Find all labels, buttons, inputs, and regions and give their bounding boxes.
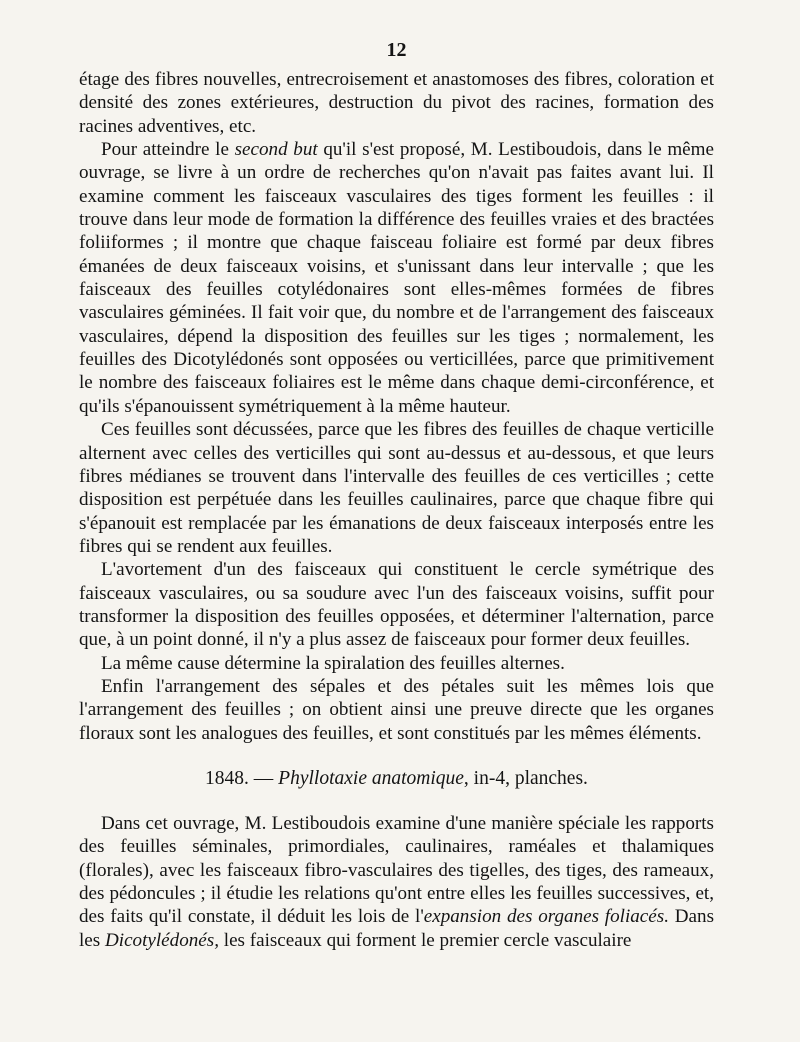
paragraph-7-text-a: Dans cet ouvrage, M. Lestiboudois examine d'une manière spéciale les rapports des feuilles séminales, primordiales, caulinaires, raméales et thalamiques (florales), avec les faisceaux fibro-vasculaires des tigelles, des tiges, des rameaux, des pédoncules ; il étudie les relations qu'ont entre elles les feuilles successives, et, des faits qu'il constate, il déduit les lois de l' [79,812,714,928]
paragraph-4: L'avortement d'un des faisceaux qui constituent le cercle symétrique des faisceaux vasculaires, ou sa soudure avec l'un des faisceaux voisins, suffit pour transformer la disposition des feuilles opposées, et déterminer l'alternation, parce que, à un point donné, il n'y a plus assez de faisceaux pour former deux feuilles. [79,559,714,651]
paragraph-3: Ces feuilles sont décussées, parce que les fibres des feuilles de chaque verticille alternent avec celles des verticilles qui sont au-dessus et au-dessous, et que leurs fibres médianes se trouvent dans l'intervalle des feuilles de ces verticilles ; cette disposition est perpétuée dans les feuilles caulinaires, parce que chaque fibre qui s'épanouit est remplacée par les émanations de deux faisceaux interposés entre les fibres qui se rendent aux feuilles. [79,419,714,557]
paragraph-7-emphasis-1: expansion des organes foliacés. [423,906,669,928]
heading-title: Phyllotaxie anatomique [278,767,464,789]
paragraph-7-text-c: les faisceaux qui forment le premier cercle vasculaire [218,929,632,951]
paragraph-2-text-a: Pour atteindre le [101,139,235,161]
paragraph-1: étage des fibres nouvelles, entrecroisement et anastomoses des fibres, coloration et densité des zones extérieures, destruction du pivot des racines, formation des racines adventives, etc. [79,69,714,137]
page-number: 12 [386,39,407,61]
paragraph-7-emphasis-2: Dicotylédonés, [104,929,219,951]
paragraph-5: La même cause détermine la spiralation des feuilles alternes. [101,652,565,674]
paragraph-2-emphasis: second but [234,139,318,161]
paragraph-7-text-b: Dans les [79,906,714,951]
heading-rest: , in-4, planches. [463,767,588,789]
paragraph-6: Enfin l'arrangement des sépales et des pétales suit les mêmes lois que l'arrangement des feuilles ; on obtient ainsi une preuve directe que les organes floraux sont les analogues des feuilles, et sont constitués par les mêmes éléments. [79,675,714,744]
section-heading [79,767,714,790]
paragraph-2 [79,138,714,418]
paragraph-2-text-b: qu'il s'est proposé, M. Lestiboudois, dans le même ouvrage, se livre à un ordre de recherches qu'on n'avait pas faites avant lui. Il examine comment les faisceaux vasculaires des tiges forment les feuilles : il trouve dans leur mode de formation la différence des feuilles vraies et des bractées foliiformes ; il montre que chaque faisceau foliaire est formé par deux fibres émanées de deux faisceaux voisins, et s'unissant dans leur intervalle ; que les faisceaux des feuilles cotylédonaires sont elles-mêmes formées de fibres vasculaires géminées. Il fait voir que, du nombre et de l'arrangement des faisceaux vasculaires, dépend la disposition des feuilles sur les tiges ; normalement, les feuilles des Dicotylédonés sont opposées ou verticillées, parce que primitivement le nombre des faisceaux foliaires est le même dans chaque demi-circonférence, et qu'ils s'épanouissent symétriquement à la même hauteur. [79,139,714,417]
paragraph-7 [79,812,714,952]
heading-year: 1848. — [205,767,279,789]
